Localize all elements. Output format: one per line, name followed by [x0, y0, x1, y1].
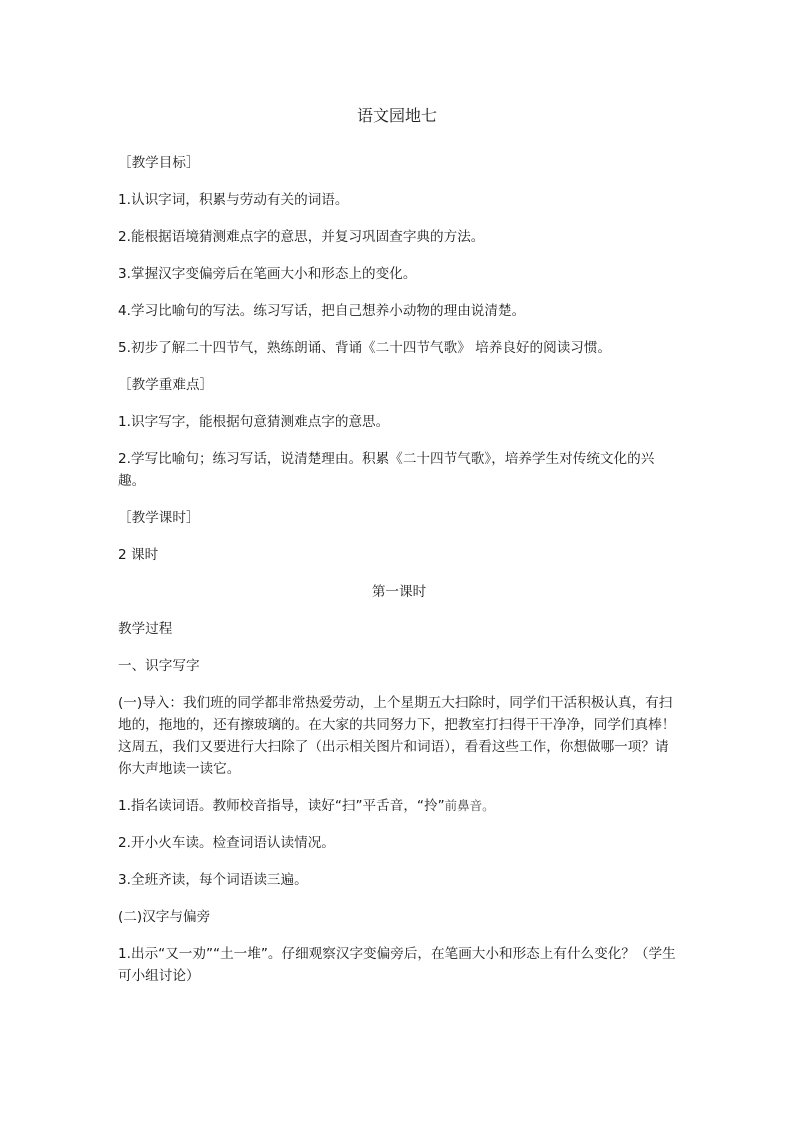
- objective-item: 5.初步了解二十四节气，熟练朗诵、背诵《二十四节气歌》 培养良好的阅读习惯。: [118, 340, 612, 356]
- lesson-heading: 第一课时: [371, 584, 427, 600]
- step-item: [118, 795, 680, 817]
- part-heading: 一、识字写字: [118, 658, 200, 674]
- period-count: 2 课时: [118, 547, 159, 563]
- objective-item: 4.学习比喻句的写法。练习写话，把自己想养小动物的理由说清楚。: [118, 303, 526, 319]
- step-item: 1.出示“又一劝”“土一堆”。仔细观察汉字变偏旁后，在笔画大小和形态上有什么变化？（学生可小组讨论）: [118, 946, 676, 984]
- objective-item: 3.掌握汉字变偏旁后在笔画大小和形态上的变化。: [118, 266, 417, 282]
- key-point-item: 1.识字写字，能根据句意猜测难点字的意思。: [118, 414, 390, 430]
- document-title: 语文园地七: [356, 106, 437, 125]
- step-text-suffix: 前鼻音。: [444, 798, 495, 813]
- document-body: [118, 152, 680, 1002]
- sub-heading: (二)汉字与偏旁: [118, 909, 211, 925]
- key-point-item: 2.学写比喻句；练习写话，说清楚理由。积累《二十四节气歌》，培养学生对传统文化的兴趣。: [118, 451, 655, 489]
- step-item: 2.开小火车读。检查词语认读情况。: [118, 835, 335, 851]
- step-item: 3.全班齐读，每个词语读三遍。: [118, 872, 308, 888]
- objective-item: 2.能根据语境猜测难点字的意思，并复习巩固查字典的方法。: [118, 229, 485, 245]
- step-text: 1.指名读词语。教师校音指导，读好“扫”平舌音，“拎”: [118, 798, 445, 814]
- process-heading: 教学过程: [118, 621, 173, 637]
- intro-paragraph: (一)导入：我们班的同学都非常热爱劳动，上个星期五大扫除时，同学们干活积极认真，有扫地的，拖地的，还有擦玻璃的。在大家的共同努力下，把教室打扫得干干净净，同学们真棒！这周五，我们又要进行大扫除了（出示相关图片和词语），看看这些工作，你想做哪一项？请你大声地读一读它。: [118, 695, 676, 777]
- objective-item: 1.认识字词，积累与劳动有关的词语。: [118, 192, 349, 208]
- section-heading-objectives: ［教学目标］: [118, 155, 200, 171]
- section-heading-periods: ［教学课时］: [118, 510, 200, 526]
- section-heading-key-points: ［教学重难点］: [118, 377, 214, 393]
